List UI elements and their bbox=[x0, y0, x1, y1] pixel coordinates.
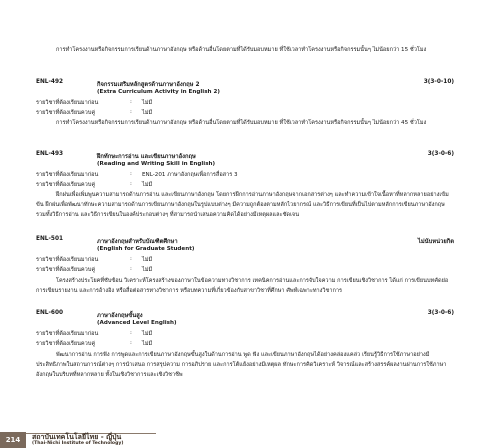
colon: : bbox=[130, 109, 132, 115]
course-title: ภาษาอังกฤษสำหรับบัณฑิตศึกษา bbox=[97, 239, 178, 245]
coreq-label: รายวิชาที่ต้องเรียนควบคู่ bbox=[36, 182, 96, 188]
prereq-value: ไม่มี bbox=[142, 331, 153, 337]
prereq-label: รายวิชาที่ต้องเรียนมาก่อน bbox=[36, 257, 99, 263]
coreq-value: ไม่มี bbox=[142, 341, 153, 347]
coreq-value: ไม่มี bbox=[142, 267, 153, 273]
course-description: การทำโครงงานหรือกิจกรรมการเรียนด้านภาษาอังกฤษ หรือด้านอื่นโดยตามที่ได้รับมอบหมาย ที่ใช้เวลาทำโครงงานหรือกิจกรรมนั้นๆ ไม่น้อยกว่า 45 ชั่วโมง bbox=[56, 120, 427, 126]
course-english-title: (English for Graduate Student) bbox=[97, 246, 195, 252]
course-code: ENL-501 bbox=[36, 236, 64, 242]
course-description: ฝึกฝนเพื่อเพิ่มพูนความสามารถด้านการอ่าน และเขียนภาษาอังกฤษ โดยการฝึกการอ่านภาษาอังกฤษจากเอกสารต่างๆ และทำความเข้าใจเนื้อหาที่หลากหลายอย่างเข้มข้น ฝึกฝนเพื่อพัฒนาทักษะความสามารถด้านการเขียนภาษาอังกฤษในรูปแบบต่างๆ มีความถูกต้องตามหลักไวยากรณ์ และวิธีการเขียนที่เป็นไปตามหลักการเขียนภาษาอังกฤษ รวมทั้งวิธีการอ่าน และวิธีการเขียนในองค์ประกอบต่างๆ ที่สามารถนำเสนอความคิดได้อย่างมีเหตุผลและชัดเจน bbox=[36, 192, 449, 218]
coreq-value: ไม่มี bbox=[142, 110, 153, 116]
prereq-value: ENL-201 ภาษาอังกฤษเพื่อการสื่อสาร 3 bbox=[142, 172, 238, 178]
course-credits: 3(3-0-6) bbox=[427, 151, 454, 157]
course-code: ENL-600 bbox=[36, 310, 64, 316]
course-title: ฝึกทักษะการอ่าน และเขียนภาษาอังกฤษ bbox=[97, 154, 196, 160]
course-english-title: (Extra Curriculum Activity in English 2) bbox=[97, 89, 220, 95]
institute-name-thai: สถาบันเทคโนโลยีไทย - ญี่ปุ่น bbox=[32, 433, 122, 441]
colon: : bbox=[130, 181, 132, 187]
colon: : bbox=[130, 171, 132, 177]
course-description: โครงสร้างประโยคที่ซับซ้อน วิเคราะห์โครงสร้างของภาษาในข้อความทางวิชาการ เทคนิคการอ่านและการจับใจความ การเขียนเชิงวิชาการ ได้แก่ การเขียนบทคัดย่อ การเขียนรายงาน และการอ้างอิง หรือสื่อต่อสารทางวิชาการ หรือบทความที่เกี่ยวข้องกับสาขาวิชาที่ศึกษา ศัพท์เฉพาะทางวิชาการ bbox=[36, 278, 449, 294]
coreq-label: รายวิชาที่ต้องเรียนควบคู่ bbox=[36, 110, 96, 116]
course-code: ENL-493 bbox=[36, 151, 64, 157]
colon: : bbox=[130, 330, 132, 336]
page-number: 214 bbox=[0, 432, 26, 448]
coreq-value: ไม่มี bbox=[142, 182, 153, 188]
course-english-title: (Advanced Level English) bbox=[97, 320, 177, 326]
course-title: ภาษาอังกฤษขั้นสูง bbox=[97, 313, 143, 319]
course-english-title: (Reading and Writing Skill in English) bbox=[97, 161, 216, 167]
prereq-label: รายวิชาที่ต้องเรียนมาก่อน bbox=[36, 172, 99, 178]
colon: : bbox=[130, 340, 132, 346]
course-code: ENL-492 bbox=[36, 79, 64, 85]
prereq-value: ไม่มี bbox=[142, 257, 153, 263]
intro-paragraph: การทำโครงงานหรือกิจกรรมการเรียนด้านภาษาอังกฤษ หรือด้านอื่นโดยตามที่ได้รับมอบหมาย ที่ใช้เวลาทำโครงงานหรือกิจกรรมนั้นๆ ไม่น้อยกว่า 15 ชั่วโมง bbox=[56, 47, 427, 53]
coreq-label: รายวิชาที่ต้องเรียนควบคู่ bbox=[36, 267, 96, 273]
prereq-label: รายวิชาที่ต้องเรียนมาก่อน bbox=[36, 331, 99, 337]
course-description: พัฒนาการอ่าน การฟัง การพูดและการเขียนภาษาอังกฤษขั้นสูงในด้านการอ่าน พูด ฟัง และเขียนภาษาอังกฤษได้อย่างคล่องแคล่ว เรียนรู้วิธีการใช้ภาษาอย่างมีประสิทธิภาพในสถานการณ์ต่างๆ การนำเสนอ การสรุปความ การอภิปราย และการโต้แย้งอย่างมีเหตุผล ทักษะการคิดวิเคราะห์ วิจารณ์และสร้างสรรค์ผลงานผ่านการใช้ภาษาอังกฤษในบริบทที่หลากหลาย ทั้งในเชิงวิชาการและเชิงวิชาชีพ bbox=[36, 352, 447, 378]
course-credits: 3(3-0-6) bbox=[427, 310, 454, 316]
prereq-label: รายวิชาที่ต้องเรียนมาก่อน bbox=[36, 100, 99, 106]
colon: : bbox=[130, 266, 132, 272]
institute-name-english: (Thai-Nichi Institute of Technology) bbox=[32, 441, 124, 446]
prereq-value: ไม่มี bbox=[142, 100, 153, 106]
course-title: กิจกรรมเสริมหลักสูตรด้านภาษาอังกฤษ 2 bbox=[97, 82, 200, 88]
course-credits: ไม่นับหน่วยกิต bbox=[417, 239, 454, 245]
colon: : bbox=[130, 99, 132, 105]
coreq-label: รายวิชาที่ต้องเรียนควบคู่ bbox=[36, 341, 96, 347]
course-credits: 3(3-0-10) bbox=[423, 79, 454, 85]
colon: : bbox=[130, 256, 132, 262]
